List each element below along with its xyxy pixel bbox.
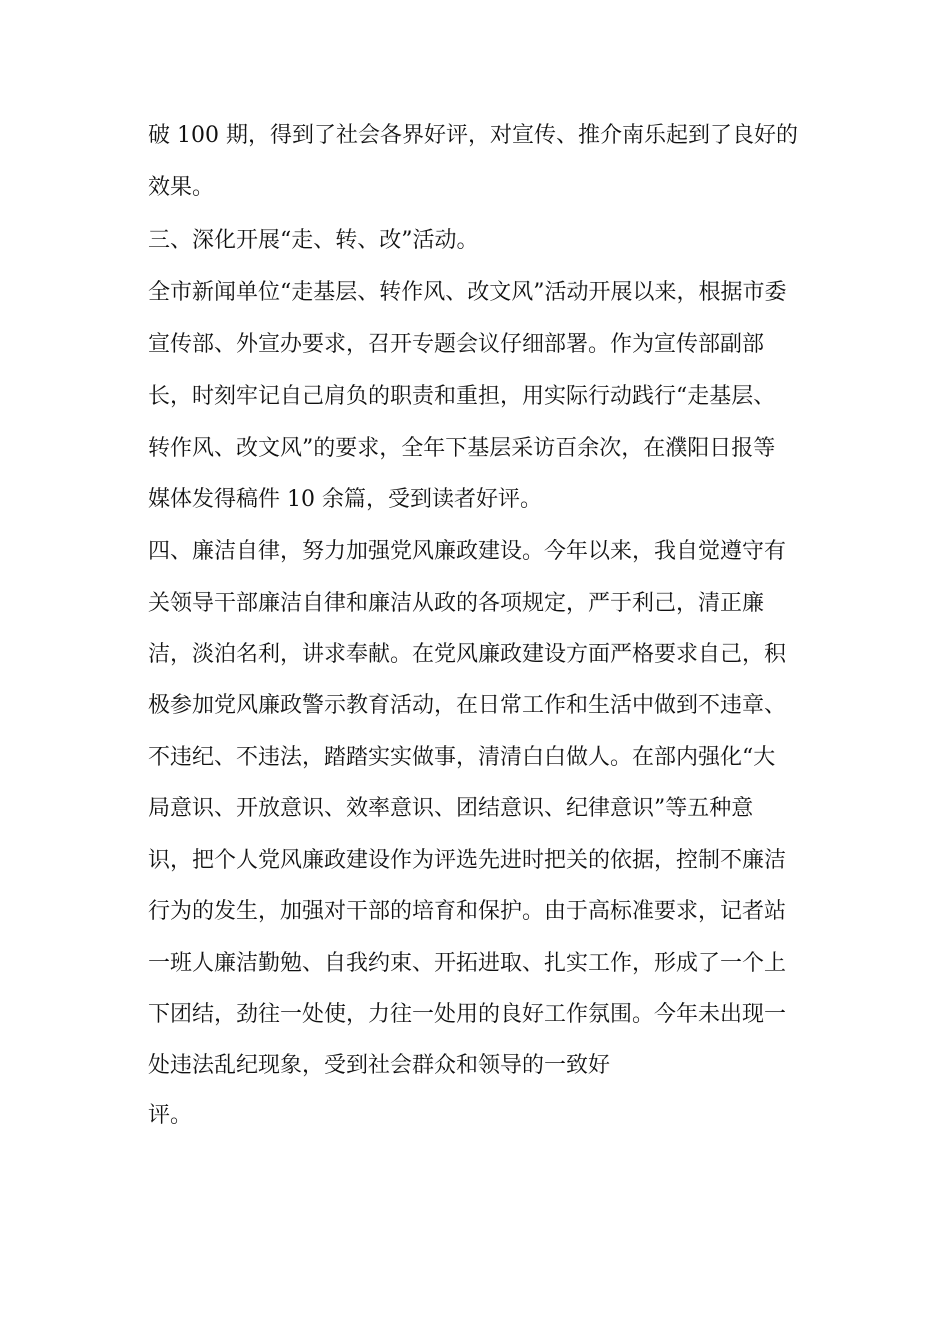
- section-heading: 四、廉洁自律，努力加强党风廉政建设。今年以来，我自觉遵守有: [148, 539, 787, 564]
- text-line: 不违纪、不违法，踏踏实实做事，清清白白做人。在部内强化“大: [148, 745, 776, 770]
- text-line: 局意识、开放意识、效率意识、团结意识、纪律意识”等五种意: [148, 796, 754, 821]
- text-line: 处违法乱纪现象，受到社会群众和领导的一致好: [148, 1053, 611, 1078]
- text-line: 宣传部、外宣办要求，召开专题会议仔细部署。作为宣传部副部: [148, 332, 765, 357]
- text-line: 一班人廉洁勤勉、自我约束、开拓进取、扎实工作，形成了一个上: [148, 951, 787, 976]
- text-line: 识，把个人党风廉政建设作为评选先进时把关的依据，控制不廉洁: [148, 848, 787, 873]
- text-line: 长，时刻牢记自己肩负的职责和重担，用实际行动践行“走基层、: [148, 384, 776, 409]
- text-line: 极参加党风廉政警示教育活动，在日常工作和生活中做到不违章、: [148, 693, 787, 718]
- text-line: 关领导干部廉洁自律和廉洁从政的各项规定，严于利己，清正廉: [148, 591, 765, 616]
- text-line: 媒体发得稿件 10 余篇，受到读者好评。: [148, 487, 542, 512]
- text-line: 转作风、改文风”的要求，全年下基层采访百余次，在濮阳日报等: [148, 436, 776, 461]
- text-line: 全市新闻单位“走基层、转作风、改文风”活动开展以来，根据市委: [148, 280, 787, 305]
- text-line: 破 100 期，得到了社会各界好评，对宣传、推介南乐起到了良好的: [148, 123, 798, 148]
- text-line: 评。: [148, 1103, 193, 1128]
- text-line: 洁，淡泊名利，讲求奉献。在党风廉政建设方面严格要求自己，积: [148, 642, 787, 667]
- section-heading: 三、深化开展“走、转、改”活动。: [148, 228, 479, 253]
- text-line: 效果。: [148, 175, 215, 200]
- text-line: 下团结，劲往一处使，力往一处用的良好工作氛围。今年未出现一: [148, 1002, 787, 1027]
- text-line: 行为的发生，加强对干部的培育和保护。由于高标准要求，记者站: [148, 899, 787, 924]
